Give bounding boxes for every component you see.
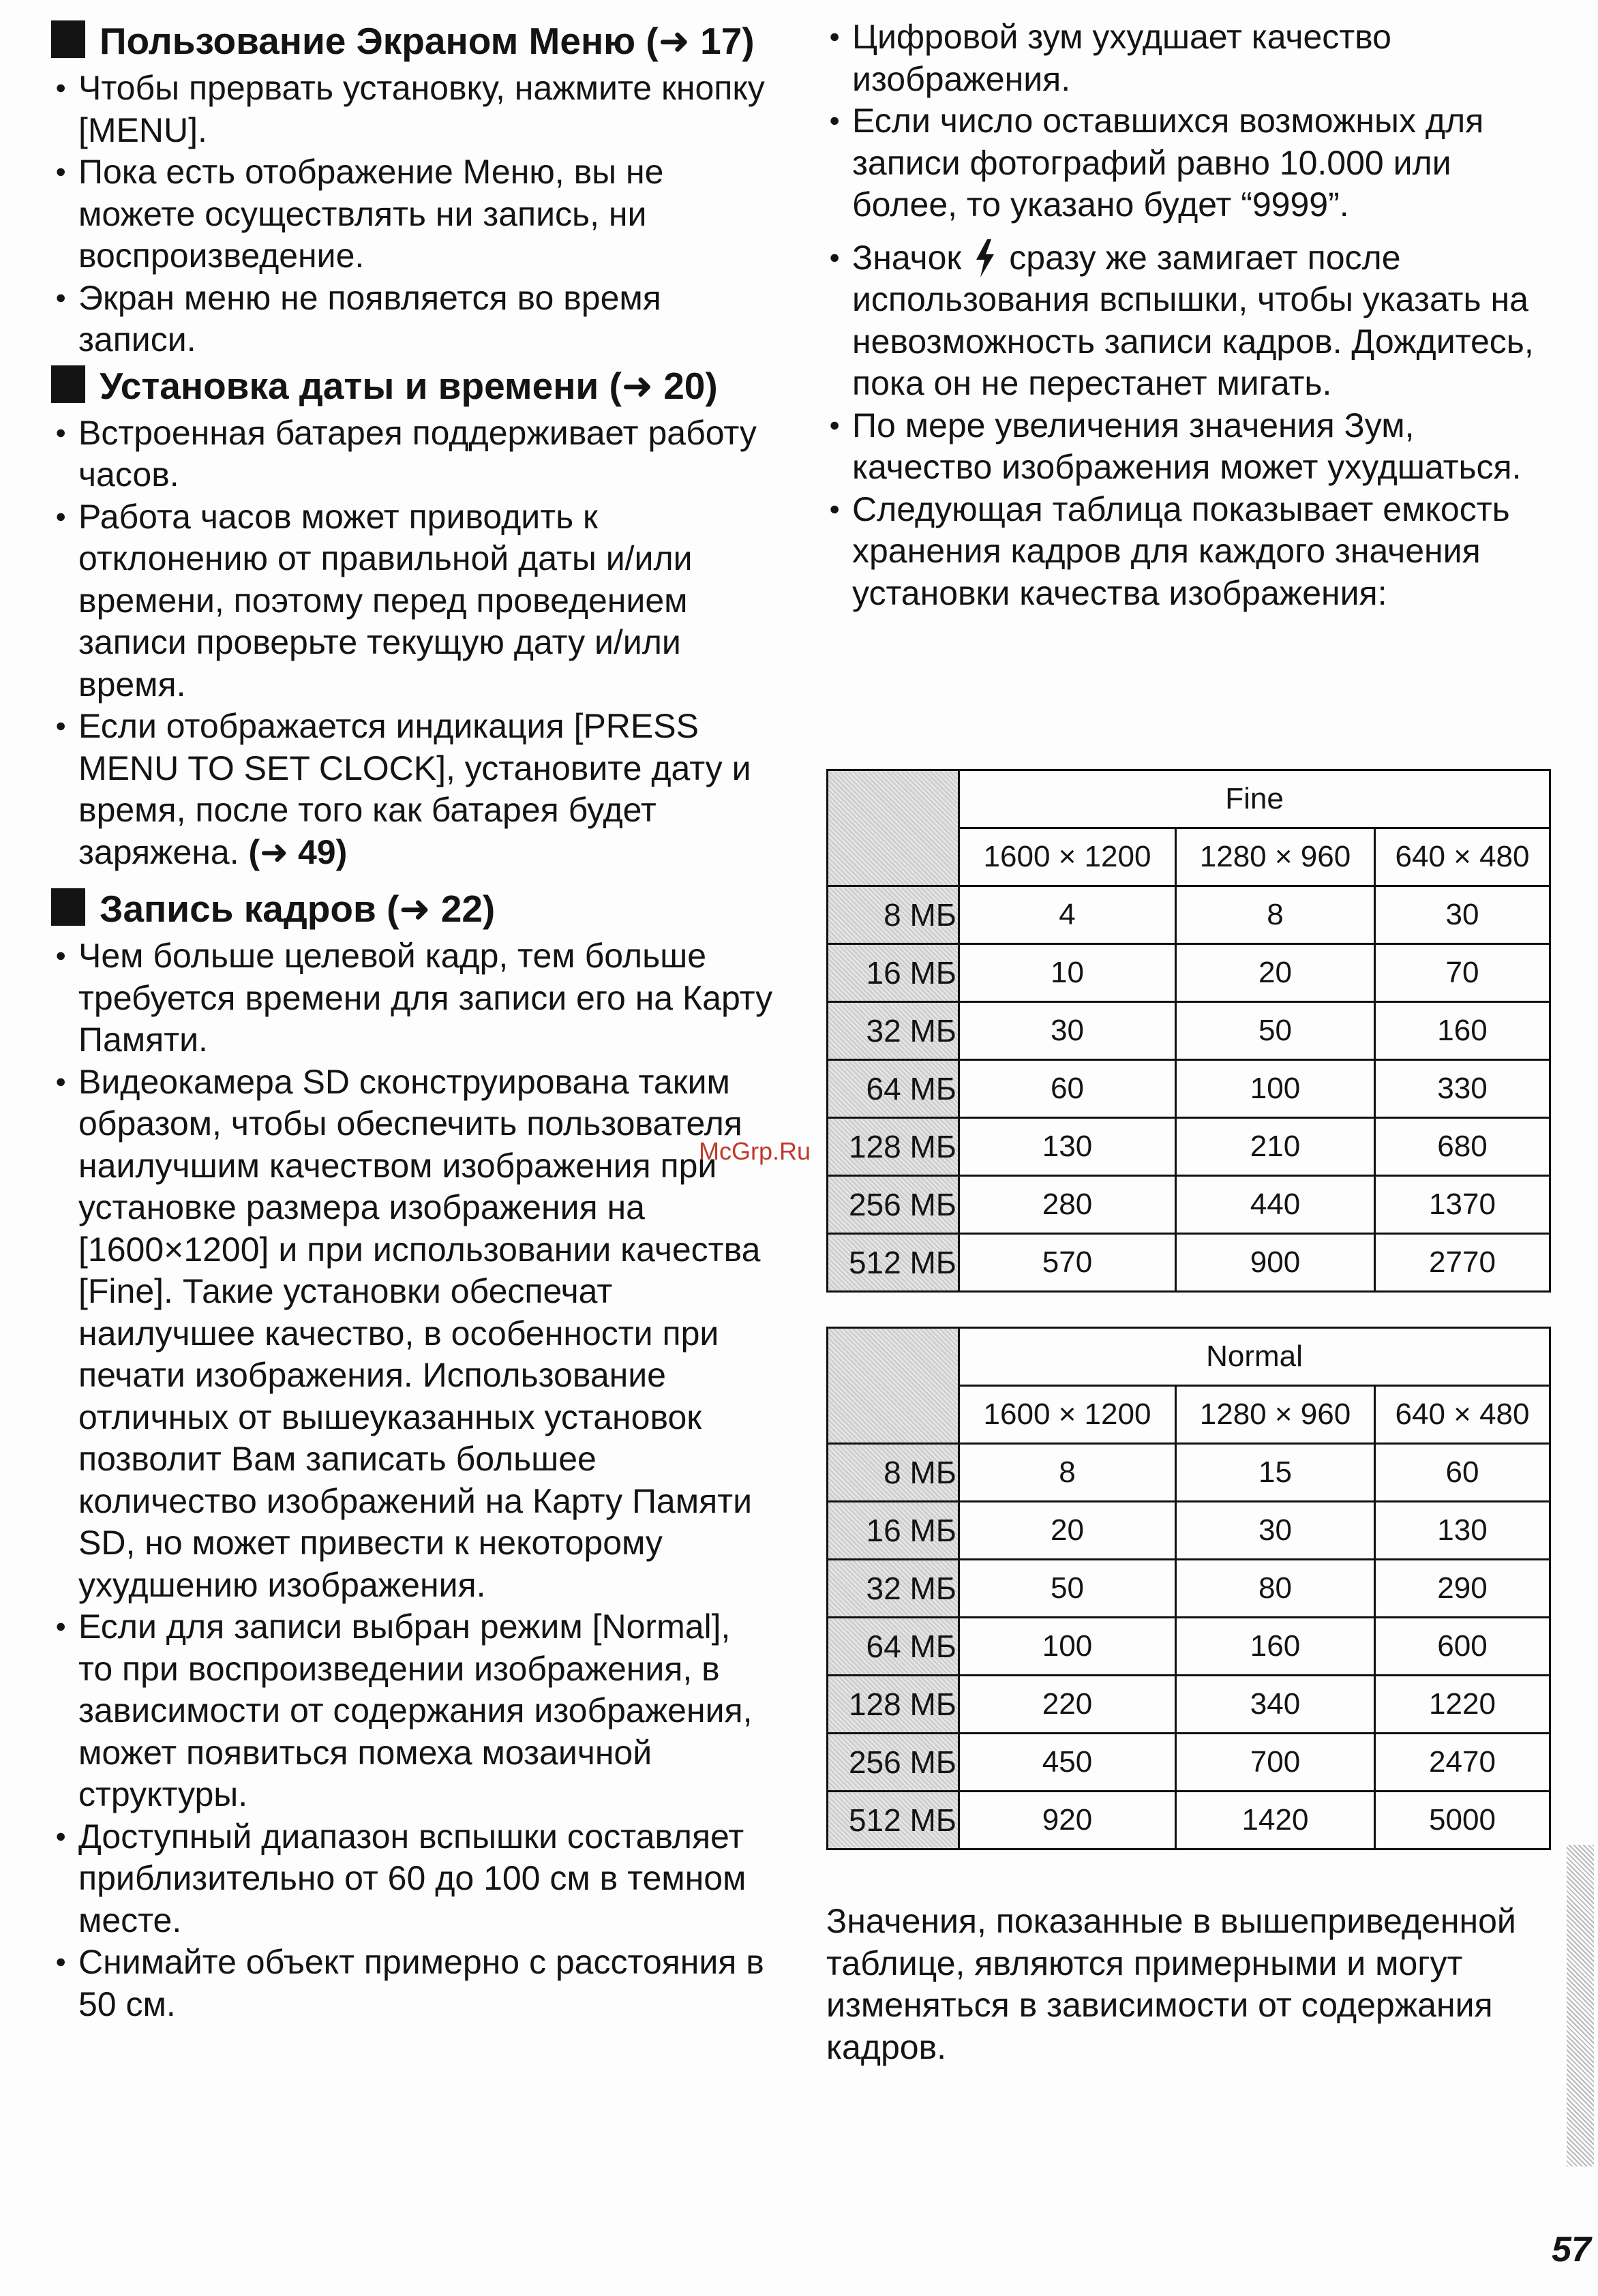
table-row xyxy=(828,1502,1550,1560)
bullet-item: ● Если для записи выбран режим [Normal], то при воспроизведении изображения, в зависимости от содержания изображения, может появиться помеха мозаичной структуры. xyxy=(51,1606,774,1816)
table-cell: 80 xyxy=(1176,1560,1375,1618)
table-cell: 8 xyxy=(1176,886,1375,944)
bullet-item: ● Цифровой зум ухудшает качество изображения. xyxy=(825,16,1554,100)
card-size-label: 512 МБ xyxy=(828,1234,959,1292)
table-row xyxy=(828,1792,1550,1849)
bullet-item: ● Экран меню не появляется во время записи. xyxy=(51,277,774,361)
bullet-item: ● Встроенная батарея поддерживает работу часов. xyxy=(51,412,774,496)
quality-header: Normal xyxy=(959,1328,1550,1386)
table-row xyxy=(828,886,1550,944)
table-cell: 60 xyxy=(959,1060,1176,1118)
size-header: 1600 × 1200 xyxy=(959,1386,1176,1444)
left-column xyxy=(51,16,774,2025)
table-cell: 450 xyxy=(959,1734,1176,1792)
table-cell: 4 xyxy=(959,886,1176,944)
bullet-item: ● Доступный диапазон вспышки составляет приблизительно от 60 до 100 см в темном месте. xyxy=(51,1816,774,1942)
table-cell: 290 xyxy=(1375,1560,1550,1618)
table-footnote: Значения, показанные в вышеприведенной таблице, являются примерными и могут изменяться в зависимости от содержания кадров. xyxy=(826,1902,1516,2066)
table-cell: 280 xyxy=(959,1176,1176,1234)
table-cell: 330 xyxy=(1375,1060,1550,1118)
section-heading-menu: Пользование Экраном Меню (➜ 17) xyxy=(51,16,774,66)
table-row xyxy=(828,1734,1550,1792)
size-header: 1280 × 960 xyxy=(1176,1386,1375,1444)
table-cell: 600 xyxy=(1375,1618,1550,1676)
table-cell: 1370 xyxy=(1375,1176,1550,1234)
bullet-item: ● Значок сразу же замигает после использования вспышки, чтобы указать на невозможность записи кадров. Дождитесь, пока он не перестанет мигать. xyxy=(825,237,1554,405)
square-marker-icon xyxy=(51,20,85,58)
bullet-item: ● По мере увеличения значения Зум, качество изображения может ухудшаться. xyxy=(825,405,1554,489)
bullet-item: ● Чем больше целевой кадр, тем больше требуется времени для записи его на Карту Памяти. xyxy=(51,935,774,1061)
card-size-label: 256 МБ xyxy=(828,1176,959,1234)
size-header: 640 × 480 xyxy=(1375,1386,1550,1444)
table-row xyxy=(828,1060,1550,1118)
page-number: 57 xyxy=(1552,2230,1591,2269)
table-cell: 130 xyxy=(959,1118,1176,1176)
table-row xyxy=(828,1234,1550,1292)
table-cell: 30 xyxy=(1375,886,1550,944)
card-size-label: 128 МБ xyxy=(828,1676,959,1734)
table-row xyxy=(828,1676,1550,1734)
bullet-item: ● Следующая таблица показывает емкость хранения кадров для каждого значения установки качества изображения: xyxy=(825,489,1554,615)
quality-header: Fine xyxy=(959,770,1550,828)
card-size-label: 16 МБ xyxy=(828,944,959,1002)
table-cell: 440 xyxy=(1176,1176,1375,1234)
bullet-item: ● Снимайте объект примерно с расстояния в 50 см. xyxy=(51,1942,774,2025)
bullet-item: ● Работа часов может приводить к отклонению от правильной даты и/или времени, поэтому перед проведением записи проверьте текущую дату и/или время. xyxy=(51,496,774,706)
table-cell: 160 xyxy=(1375,1002,1550,1060)
table-cell: 100 xyxy=(1176,1060,1375,1118)
table-cell: 10 xyxy=(959,944,1176,1002)
table-cell: 160 xyxy=(1176,1618,1375,1676)
bullet-item: ● Чтобы прервать установку, нажмите кнопку [MENU]. xyxy=(51,67,774,151)
table-row xyxy=(828,1118,1550,1176)
table-cell: 60 xyxy=(1375,1444,1550,1502)
section-heading-date-time: Установка даты и времени (➜ 20) xyxy=(51,361,774,411)
square-marker-icon xyxy=(51,365,85,403)
table-cell: 700 xyxy=(1176,1734,1375,1792)
table-cell: 220 xyxy=(959,1676,1176,1734)
page-reference: (➜ 49) xyxy=(248,832,348,871)
size-header: 1600 × 1200 xyxy=(959,828,1176,886)
table-cell: 920 xyxy=(959,1792,1176,1849)
table-row xyxy=(828,1444,1550,1502)
bullet-item: ● Если число оставшихся возможных для записи фотографий равно 10.000 или более, то указано будет “9999”. xyxy=(825,100,1554,226)
card-size-label: 8 МБ xyxy=(828,886,959,944)
right-column xyxy=(825,16,1554,614)
watermark: McGrp.Ru xyxy=(699,1137,811,1165)
card-size-label: 64 МБ xyxy=(828,1060,959,1118)
table-cell: 100 xyxy=(959,1618,1176,1676)
table-cell: 340 xyxy=(1176,1676,1375,1734)
table-cell: 1420 xyxy=(1176,1792,1375,1849)
table-cell: 15 xyxy=(1176,1444,1375,1502)
card-size-label: 512 МБ xyxy=(828,1792,959,1849)
table-cell: 680 xyxy=(1375,1118,1550,1176)
table-row xyxy=(828,944,1550,1002)
flash-icon xyxy=(971,238,998,279)
table-row xyxy=(828,1002,1550,1060)
page-edge-tab xyxy=(1567,1845,1594,2166)
table-cell: 8 xyxy=(959,1444,1176,1502)
table-cell: 2770 xyxy=(1375,1234,1550,1292)
card-size-label: 256 МБ xyxy=(828,1734,959,1792)
size-header: 640 × 480 xyxy=(1375,828,1550,886)
table-cell: 2470 xyxy=(1375,1734,1550,1792)
bullet-item: ● Если отображается индикация [PRESS MENU TO SET CLOCK], установите дату и время, после того как батарея будет заряжена. (➜ 49) xyxy=(51,706,774,873)
table-cell: 20 xyxy=(1176,944,1375,1002)
card-size-label: 64 МБ xyxy=(828,1618,959,1676)
section-heading-recording: Запись кадров (➜ 22) xyxy=(51,884,774,934)
table-cell: 50 xyxy=(1176,1002,1375,1060)
card-size-label: 16 МБ xyxy=(828,1502,959,1560)
card-size-label: 128 МБ xyxy=(828,1118,959,1176)
table-row xyxy=(828,1176,1550,1234)
size-header: 1280 × 960 xyxy=(1176,828,1375,886)
card-size-label: 8 МБ xyxy=(828,1444,959,1502)
table-cell: 130 xyxy=(1375,1502,1550,1560)
table-cell: 5000 xyxy=(1375,1792,1550,1849)
table-row xyxy=(828,1560,1550,1618)
card-size-label: 32 МБ xyxy=(828,1560,959,1618)
capacity-table-normal xyxy=(826,1327,1551,1850)
table-cell: 210 xyxy=(1176,1118,1375,1176)
capacity-table-fine xyxy=(826,769,1551,1293)
table-cell: 1220 xyxy=(1375,1676,1550,1734)
table-cell: 900 xyxy=(1176,1234,1375,1292)
table-corner xyxy=(828,1328,959,1444)
table-cell: 30 xyxy=(1176,1502,1375,1560)
table-corner xyxy=(828,770,959,886)
table-cell: 30 xyxy=(959,1002,1176,1060)
table-cell: 570 xyxy=(959,1234,1176,1292)
square-marker-icon xyxy=(51,888,85,926)
card-size-label: 32 МБ xyxy=(828,1002,959,1060)
table-cell: 50 xyxy=(959,1560,1176,1618)
table-row xyxy=(828,1618,1550,1676)
bullet-item: ● Видеокамера SD сконструирована таким образом, чтобы обеспечить пользователя наилучшим качеством изображения при установке размера изображения на [1600×1200] и при использовании качества [Fine]. Такие установки обеспечат наилучшее качество, в особенности при печати изображения. Использование отличных от вышеуказанных установок позволит Вам записать большее количество изображений на Карту Памяти SD, но может привести к некоторому ухудшению изображения. xyxy=(51,1061,774,1607)
bullet-item: ● Пока есть отображение Меню, вы не можете осуществлять ни запись, ни воспроизведение. xyxy=(51,151,774,277)
table-cell: 70 xyxy=(1375,944,1550,1002)
table-cell: 20 xyxy=(959,1502,1176,1560)
